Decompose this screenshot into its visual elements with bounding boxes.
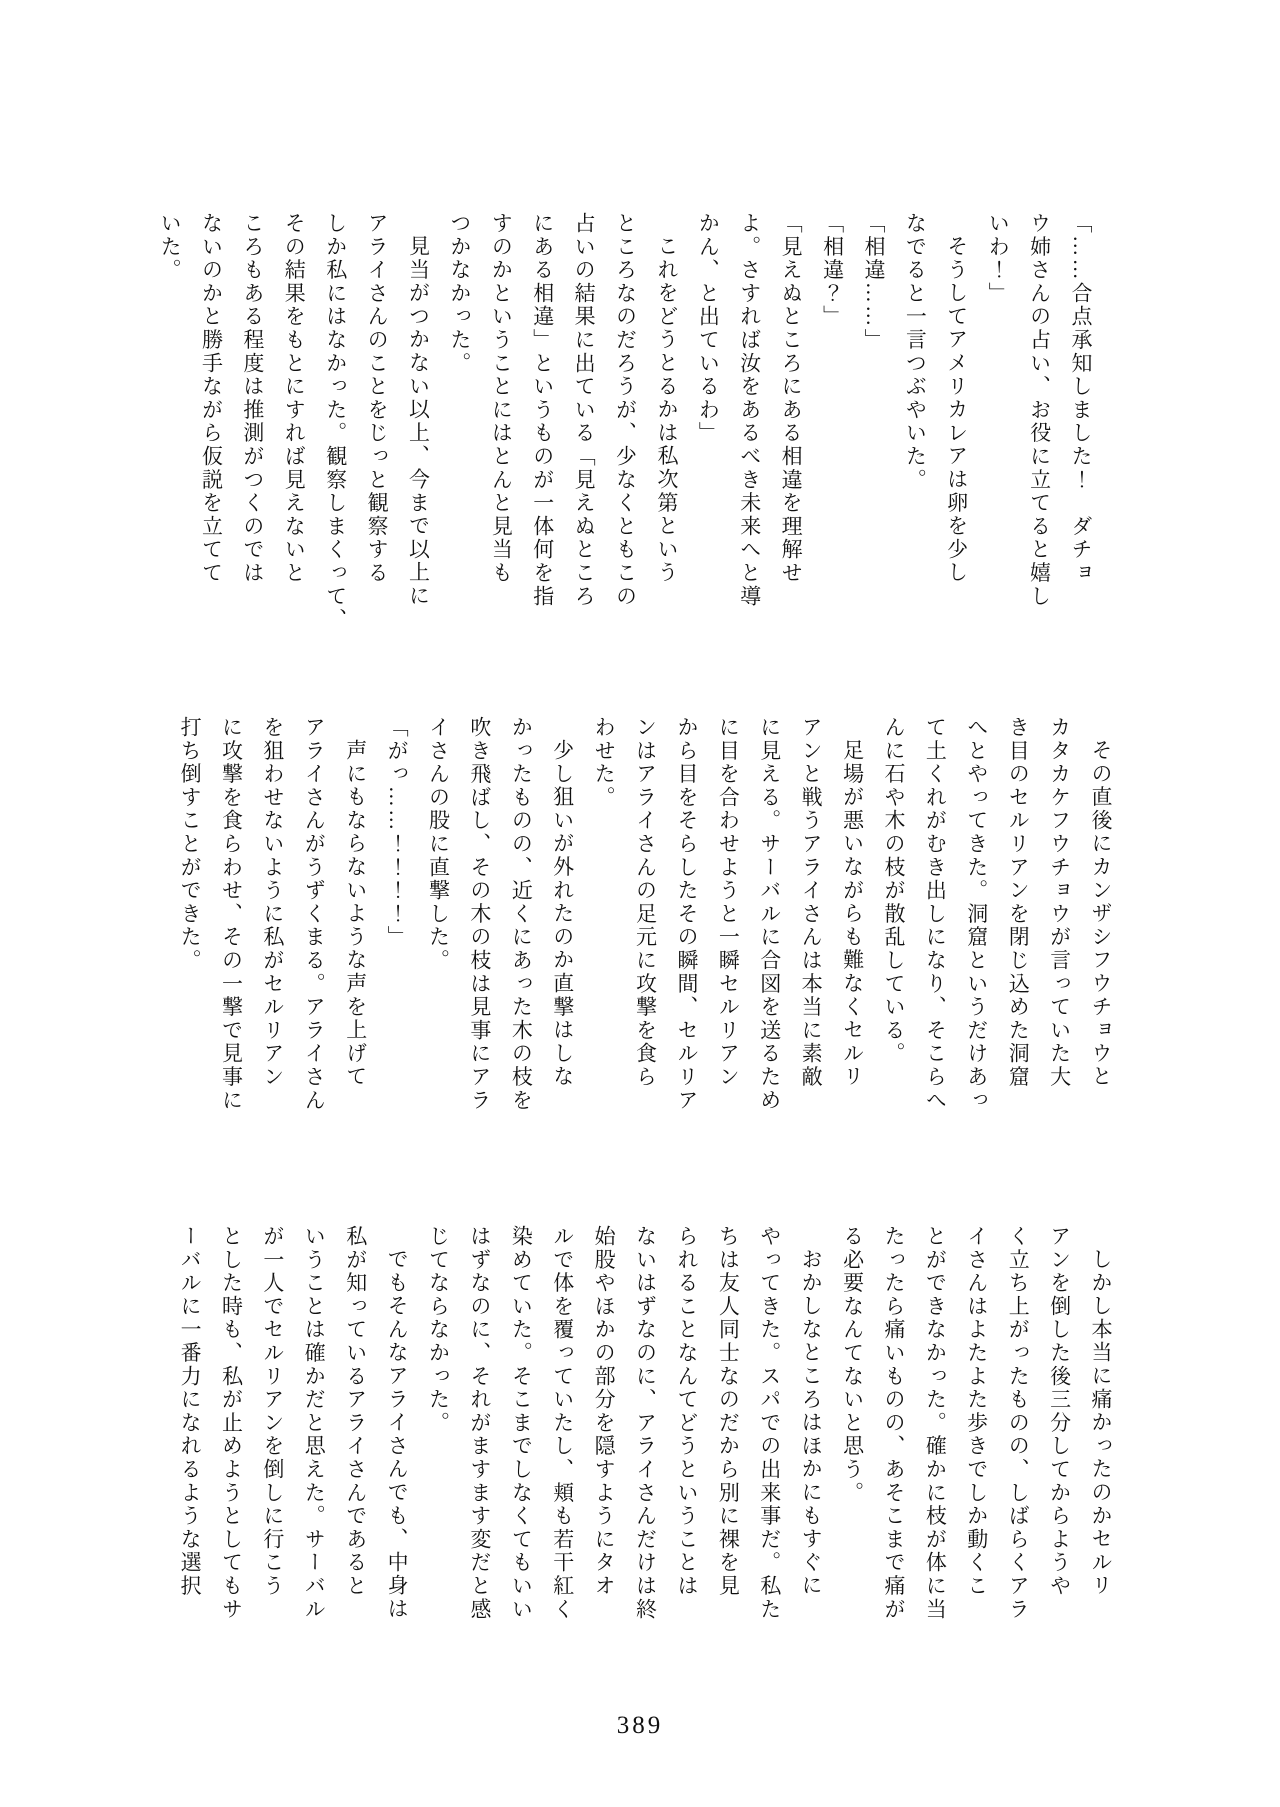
text-column: はずなのに、それがますます変だと感	[467, 1225, 492, 1622]
text-column: 打ち倒すことができた。	[178, 716, 203, 973]
text-column: しか私にはなかった。観察しまくって、	[323, 212, 348, 632]
text-column: られることなんてどうということは	[674, 1225, 699, 1598]
text-column: いた。	[158, 212, 183, 282]
text-column: とした時も、私が止めようとしてもサ	[219, 1225, 244, 1622]
text-column: 始股やほかの部分を隠すようにタオ	[592, 1225, 617, 1598]
text-block-3	[169, 1225, 1121, 1628]
text-block-1	[149, 212, 1101, 632]
text-column: 少し狙いが外れたのか直撃はしな	[550, 739, 575, 1089]
text-column: アライさんがうずくまる。アライさん	[302, 716, 327, 1113]
text-column: ところなのだろうが、少なくともこの	[613, 212, 638, 609]
text-column: やってきた。スパでの出来事だ。私た	[757, 1225, 782, 1622]
text-column: 見当がつかない以上、今まで以上に	[406, 235, 431, 608]
text-column: おかしなところはほかにもすぐに	[799, 1248, 824, 1598]
text-column: にある相違」というものが一体何を指	[530, 212, 555, 609]
text-column: カタカケフウチョウが言っていた大	[1047, 716, 1072, 1089]
text-column: ころもある程度は推測がつくのでは	[240, 212, 265, 585]
text-column: イさんの股に直撃した。	[426, 716, 451, 973]
page-number: 389	[616, 1712, 664, 1739]
text-column: とができなかった。確かに枝が体に当	[923, 1225, 948, 1622]
text-column: これをどうとるかは私次第という	[654, 235, 679, 585]
text-column: 足場が悪いながらも難なくセルリ	[840, 739, 865, 1089]
text-column: 「相違？」	[820, 212, 845, 329]
text-column: アライさんのことをじっと観察する	[365, 212, 390, 585]
text-column: ないのかと勝手ながら仮説を立てて	[199, 212, 224, 585]
text-column: かったものの、近くにあった木の枝を	[509, 716, 534, 1113]
text-column: 声にもならないような声を上げて	[343, 739, 368, 1089]
text-column: 「がっ……！！！！」	[385, 716, 410, 949]
text-column: でもそんなアライさんでも、中身は	[385, 1248, 410, 1621]
text-column: しかし本当に痛かったのかセルリ	[1089, 1248, 1113, 1598]
text-column: ンはアライさんの足元に攻撃を食ら	[633, 716, 658, 1089]
text-column: わせた。	[592, 716, 617, 810]
text-column: その直後にカンザシフウチョウと	[1089, 739, 1113, 1089]
text-column: に攻撃を食らわせ、その一撃で見事に	[219, 716, 244, 1113]
text-column: じてならなかった。	[426, 1225, 451, 1435]
text-column: ちは友人同士なのだから別に裸を見	[716, 1225, 741, 1598]
text-column: かん、と出ているわ」	[696, 212, 721, 445]
text-column: 「見えぬところにある相違を理解せ	[779, 212, 804, 585]
text-column: ウ姉さんの占い、お役に立てると嬉し	[1027, 212, 1052, 609]
text-column: いわ！」	[986, 212, 1011, 306]
text-column: から目をそらしたその瞬間、セルリア	[674, 716, 699, 1113]
text-column: を狙わせないように私がセルリアン	[260, 716, 285, 1089]
text-column: 私が知っているアライさんであると	[343, 1225, 368, 1598]
text-column: んに石や木の枝が散乱している。	[881, 716, 906, 1066]
text-column: ーバルに一番力になれるような選択	[178, 1225, 203, 1598]
text-column: イさんはよたよた歩きでしか動くこ	[964, 1225, 989, 1598]
text-column: ルで体を覆っていたし、頬も若干紅く	[550, 1225, 575, 1622]
text-column: 「……合点承知しました！ ダチョ	[1069, 212, 1093, 585]
text-column: よ。さすれば汝をあるべき未来へと導	[737, 212, 762, 609]
text-column: いうことは確かだと思えた。サーバル	[302, 1225, 327, 1622]
text-column: き目のセルリアンを閉じ込めた洞窟	[1006, 716, 1031, 1089]
text-column: なでると一言つぶやいた。	[903, 212, 928, 492]
text-column: 「相違……」	[861, 212, 886, 352]
text-column: 吹き飛ばし、その木の枝は見事にアラ	[467, 716, 492, 1113]
text-column: 占いの結果に出ている「見えぬところ	[572, 212, 597, 609]
text-block-2	[169, 716, 1121, 1119]
text-column: へとやってきた。洞窟というだけあっ	[964, 716, 989, 1113]
text-column: て土くれがむき出しになり、そこらへ	[923, 716, 948, 1113]
text-column: アンを倒した後三分してからようや	[1047, 1225, 1072, 1598]
text-column: つかなかった。	[447, 212, 472, 376]
text-column: が一人でセルリアンを倒しに行こう	[260, 1225, 285, 1598]
text-column: に目を合わせようと一瞬セルリアン	[716, 716, 741, 1089]
text-column: そうしてアメリカレアは卵を少し	[944, 235, 969, 585]
text-column: る必要なんてないと思う。	[840, 1225, 865, 1505]
text-column: アンと戦うアライさんは本当に素敵	[799, 716, 824, 1089]
text-column: 染めていた。そこまでしなくてもいい	[509, 1225, 534, 1622]
text-column: ないはずなのに、アライさんだけは終	[633, 1225, 658, 1622]
text-column: に見える。サーバルに合図を送るため	[757, 716, 782, 1113]
text-column: たったら痛いものの、あそこまで痛が	[881, 1225, 906, 1622]
text-column: すのかということにはとんと見当も	[489, 212, 514, 585]
text-column: その結果をもとにすれば見えないと	[282, 212, 307, 585]
text-column: く立ち上がったものの、しばらくアラ	[1006, 1225, 1031, 1622]
